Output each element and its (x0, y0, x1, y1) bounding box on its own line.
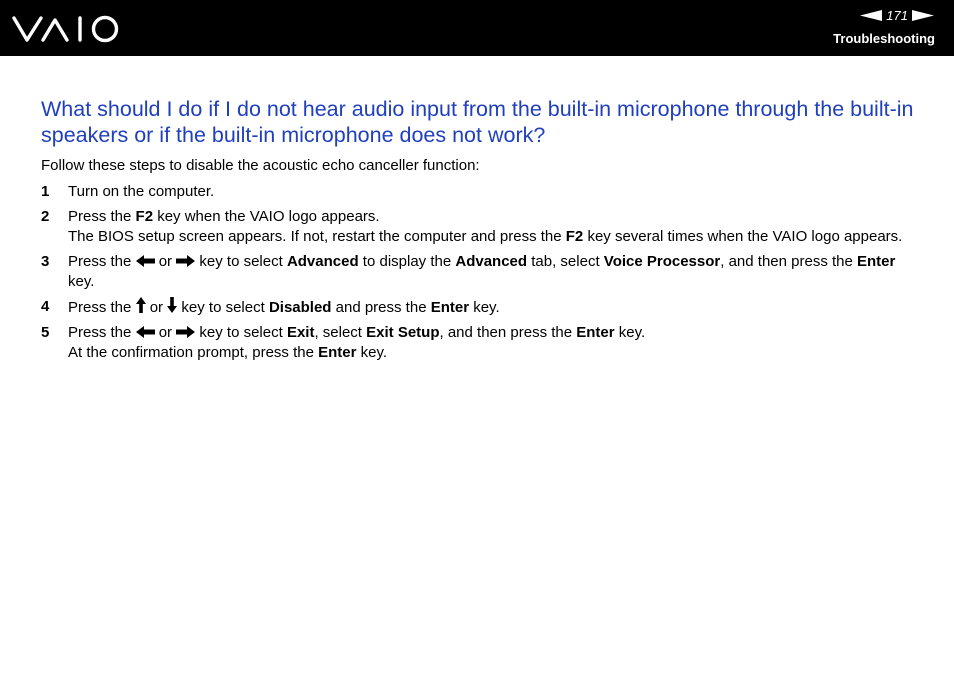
step-2 (41, 207, 921, 247)
vaio-logo (12, 12, 122, 46)
next-page-icon[interactable] (912, 10, 934, 21)
step-text: Press the F2 key when the VAIO logo appears. (68, 208, 380, 225)
page-number: 171 (886, 7, 908, 23)
page-navigation (860, 7, 934, 23)
left-arrow-key-icon (136, 255, 155, 267)
header-bar (0, 0, 954, 56)
step-number: 2 (41, 208, 50, 225)
step-5 (41, 323, 921, 363)
right-arrow-key-icon (176, 326, 195, 338)
step-number: 5 (41, 324, 50, 341)
step-3 (41, 252, 921, 292)
intro-text: Follow these steps to disable the acoustic echo canceller function: (41, 157, 480, 174)
section-title: Troubleshooting (833, 31, 935, 46)
previous-page-icon[interactable] (860, 10, 882, 21)
step-result-text: The BIOS setup screen appears. If not, restart the computer and press the F2 key several times when the VAIO logo appears. (68, 228, 903, 245)
step-number: 3 (41, 253, 50, 270)
step-number: 4 (41, 298, 50, 315)
page-content (41, 96, 921, 363)
step-1 (41, 182, 921, 202)
step-text: Turn on the computer. (68, 183, 215, 200)
step-text: Press the or key to select Disabled and press the Enter key. (68, 299, 500, 316)
key-name: F2 (565, 228, 584, 245)
steps-list (41, 182, 921, 363)
key-name: F2 (135, 208, 154, 225)
down-arrow-key-icon (167, 297, 177, 313)
step-text: Press the or key to select Exit, select Exit Setup, and then press the Enter key. (68, 324, 646, 341)
step-text: Press the or key to select Advanced to display the Advanced tab, select Voice Processor, and then press the Enter key. (68, 253, 896, 290)
question-heading: What should I do if I do not hear audio input from the built-in microphone through the built-in speakers or if the built-in microphone does not work? (41, 97, 914, 147)
left-arrow-key-icon (136, 326, 155, 338)
step-number: 1 (41, 183, 50, 200)
step-4 (41, 297, 921, 318)
up-arrow-key-icon (136, 297, 146, 313)
right-arrow-key-icon (176, 255, 195, 267)
step-result-text: At the confirmation prompt, press the Enter key. (68, 344, 388, 361)
